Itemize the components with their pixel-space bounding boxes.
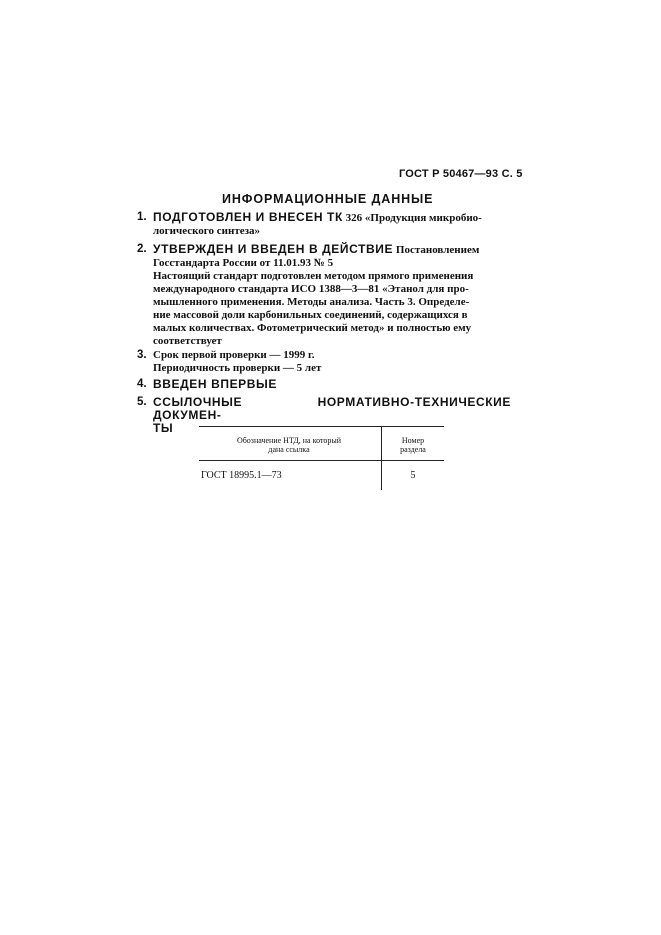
column-header-document: Обозначение НТД, на который дана ссылка <box>236 436 342 454</box>
item-lead: ВВЕДЕН ВПЕРВЫЕ <box>153 377 278 391</box>
item-number: 5. <box>137 396 147 408</box>
item-number: 1. <box>137 211 147 223</box>
item-lead: ПОДГОТОВЛЕН И ВНЕСЕН ТК <box>153 210 343 224</box>
item-text: ние массовой доли карбонильных соединений, содержащихся в <box>153 309 468 321</box>
item-text: малых количествах. Фотометрический метод» и полностью ему <box>153 322 472 334</box>
column-header-section: Номер раздела <box>400 436 426 454</box>
item-text: Срок первой проверки — 1999 г. <box>153 349 315 361</box>
item-number: 3. <box>137 349 147 361</box>
item-text: Постановлением <box>395 244 480 256</box>
item-number: 4. <box>137 378 147 390</box>
item-text: Настоящий стандарт подготовлен методом прямого применения <box>153 270 474 282</box>
item-text: мышленного применения. Методы анализа. Часть 3. Определе- <box>153 296 470 308</box>
table-cell-section: 5 <box>410 470 416 481</box>
item-text: Периодичность проверки — 5 лет <box>153 362 322 374</box>
item-text: Госстандарта России от 11.01.93 № 5 <box>153 257 334 269</box>
document-code: ГОСТ Р 50467—93 С. 5 <box>399 168 523 180</box>
table-top-rule <box>199 426 444 427</box>
item-text: международного стандарта ИСО 1388—3—81 «Этанол для про- <box>153 283 469 295</box>
item-text: соответствует <box>153 335 222 347</box>
info-item-4 <box>137 378 511 392</box>
item-lead: ССЫЛОЧНЫЕ НОРМАТИВНО-ТЕХНИЧЕСКИЕ ДОКУМЕН- <box>153 395 511 422</box>
item-text: логического синтеза» <box>153 225 261 237</box>
table-cell-document: ГОСТ 18995.1—73 <box>201 470 282 481</box>
table-column-divider <box>381 426 382 490</box>
item-lead: ТЫ <box>153 421 174 435</box>
page-title: ИНФОРМАЦИОННЫЕ ДАННЫЕ <box>222 192 434 206</box>
reference-table <box>199 426 444 490</box>
item-text: 326 «Продукция микробио- <box>345 212 482 224</box>
table-header-rule <box>199 460 444 461</box>
item-lead: УТВЕРЖДЕН И ВВЕДЕН В ДЕЙСТВИЕ <box>153 242 394 256</box>
info-item-2 <box>137 243 511 348</box>
info-item-1 <box>137 211 511 238</box>
info-item-3 <box>137 349 511 375</box>
item-number: 2. <box>137 243 147 255</box>
